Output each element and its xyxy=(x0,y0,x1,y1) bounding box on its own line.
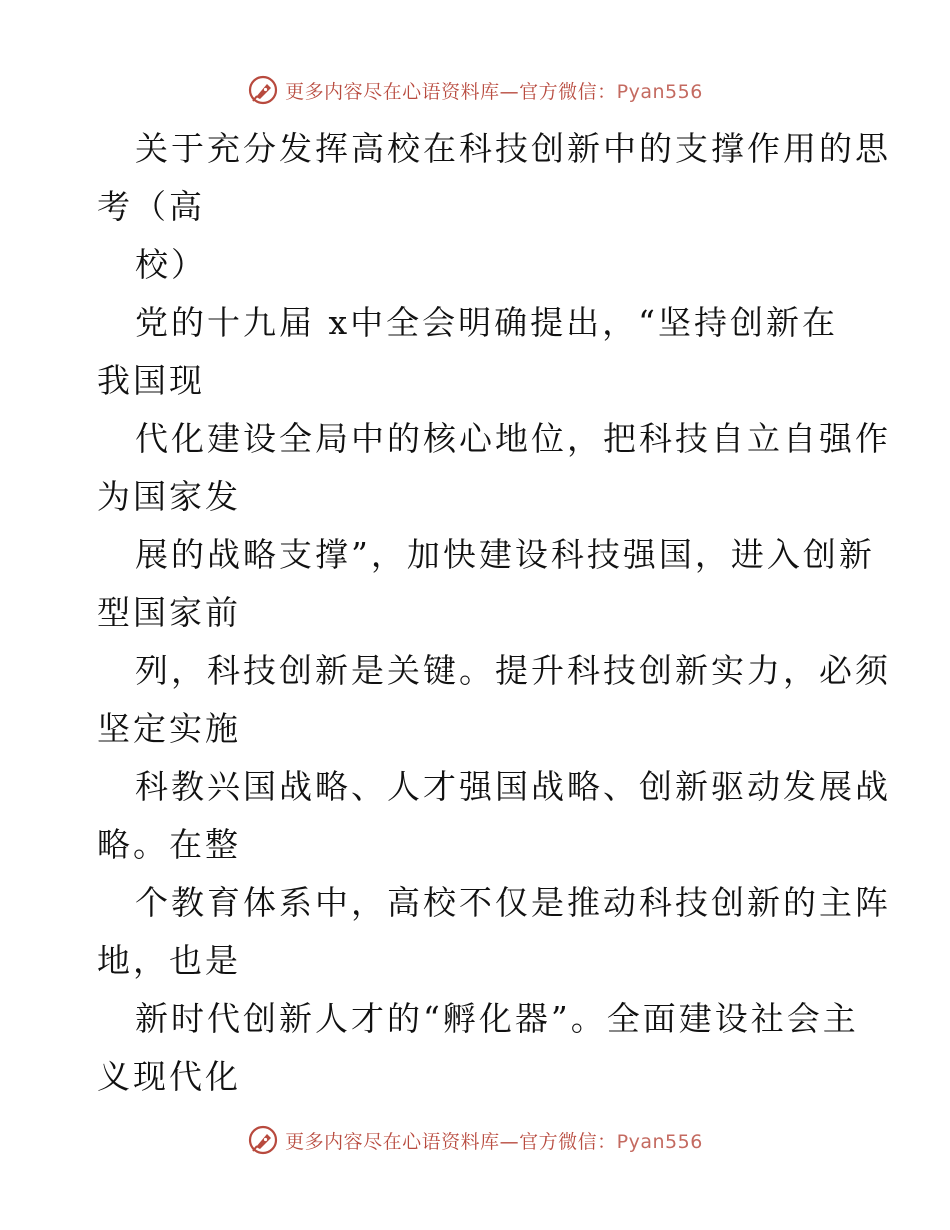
footer-watermark xyxy=(0,1120,950,1160)
text-line: 科教兴国战略、人才强国战略、创新驱动发展战 xyxy=(135,767,891,806)
text-line: 列，科技创新是关键。提升科技创新实力，必须 xyxy=(135,651,891,690)
text-line: 党的十九届 x中全会明确提出，“坚持创新在 xyxy=(135,303,838,342)
text-line: 个教育体系中，高校不仅是推动科技创新的主阵 xyxy=(135,883,891,922)
pen-nib-logo-icon xyxy=(247,74,279,106)
text-line: 坚定实施 xyxy=(97,709,241,748)
watermark-text: 更多内容尽在心语资料库—官方微信： xyxy=(285,1130,617,1153)
pen-nib-logo-icon xyxy=(247,1124,279,1156)
document-body xyxy=(97,120,891,1106)
text-line: 新时代创新人才的“孵化器”。全面建设社会主 xyxy=(135,999,859,1038)
text-line: 我国现 xyxy=(97,361,205,400)
text-line: 型国家前 xyxy=(97,593,241,632)
text-line: 校） xyxy=(135,245,207,284)
text-line: 地，也是 xyxy=(97,941,241,980)
watermark-text: 更多内容尽在心语资料库—官方微信： xyxy=(285,80,617,103)
header-watermark xyxy=(0,70,950,110)
text-line: 代化建设全局中的核心地位，把科技自立自强作 xyxy=(135,419,891,458)
text-line: 为国家发 xyxy=(97,477,241,516)
text-line: 略。在整 xyxy=(97,825,241,864)
text-line: 考（高 xyxy=(97,187,205,226)
text-line: 展的战略支撑”，加快建设科技强国，进入创新 xyxy=(135,535,875,574)
watermark-wechat-id: Pyan556 xyxy=(616,80,703,103)
text-line: 义现代化 xyxy=(97,1057,241,1096)
text-line: 关于充分发挥高校在科技创新中的支撑作用的思 xyxy=(135,129,891,168)
watermark-wechat-id: Pyan556 xyxy=(616,1130,703,1153)
